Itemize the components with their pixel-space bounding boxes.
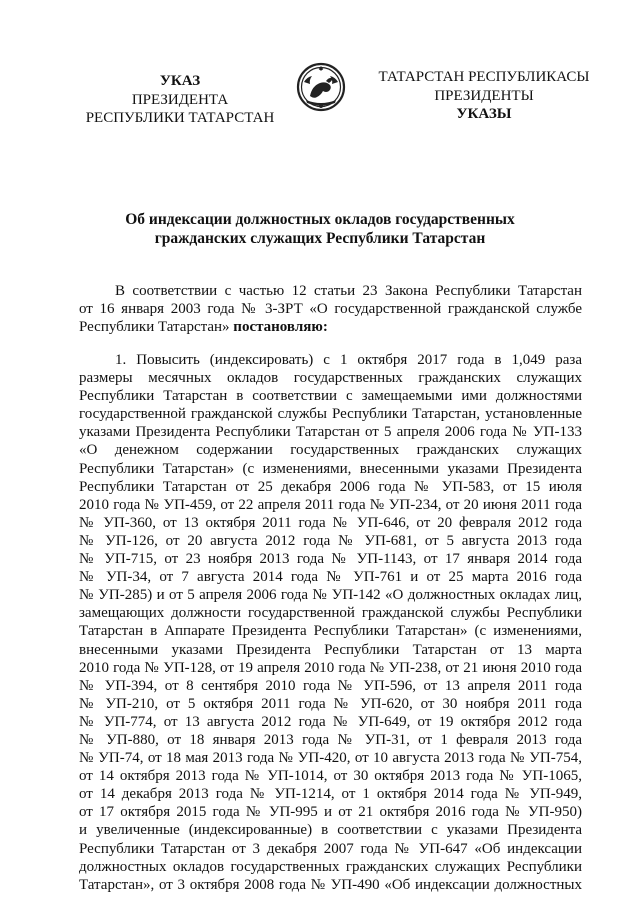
paragraph-line: № УП-774, от 13 августа 2012 года № УП-649, от 19 октября 2012 года: [79, 713, 582, 730]
paragraph-line: от 14 октября 2013 года № УП-1014, от 30 октября 2013 года № УП-1065,: [79, 768, 582, 785]
paragraph-line: № УП-126, от 20 августа 2012 года № УП-681, от 5 августа 2013 года: [79, 532, 582, 549]
paragraph-line: Республики Татарстан» (с изменениями, внесенными указами Президента: [79, 460, 582, 477]
intro-paragraph: [79, 282, 582, 336]
paragraph-line: внесенными указами Президента Республики Татарстан от 13 марта: [79, 641, 582, 658]
paragraph-line: Республики Татарстан от 25 декабря 2006 года № УП-583, от 15 июля: [79, 478, 582, 495]
paragraph-line: № УП-715, от 23 ноября 2013 года № УП-1143, от 17 января 2014 года: [79, 551, 582, 568]
paragraph-line: Татарстан в Аппарате Президента Республики Татарстан» (с изменениями,: [79, 623, 582, 640]
intro-line: от 16 января 2003 года № 3-ЗРТ «О государственной гражданской службе: [79, 301, 582, 318]
paragraph-line: и увеличенные (индексированные) в соответствии с указами Президента: [79, 822, 582, 839]
intro-last-text: Республики Татарстан»: [79, 319, 230, 336]
header-right-tatar: [368, 68, 600, 124]
header-left-line: РЕСПУБЛИКИ ТАТАРСТАН: [85, 110, 275, 126]
paragraph-1: [79, 351, 582, 894]
header-left-line: УКАЗ: [159, 73, 201, 89]
paragraph-line: № УП-210, от 5 октября 2011 года № УП-620, от 30 ноября 2011 года: [79, 695, 582, 712]
header-left-line: ПРЕЗИДЕНТА: [131, 91, 229, 108]
paragraph-line: указами Президента Республики Татарстан от 5 апреля 2006 года № УП-133: [79, 424, 582, 441]
paragraph-line: 2010 года № УП-128, от 19 апреля 2010 года № УП-238, от 21 июня 2010 года: [79, 659, 582, 676]
header-right-line: ТАТАРСТАН РЕСПУБЛИКАСЫ: [378, 69, 590, 85]
paragraph-line: должностных окладов государственных гражданских служащих Республики: [79, 858, 582, 875]
document-title: [60, 210, 580, 248]
paragraph-line: 1. Повысить (индексировать) с 1 октября 2017 года в 1,049 раза: [115, 352, 582, 368]
paragraph-line: Республики Татарстан в соответствии с замещаемыми ими должностями: [79, 388, 582, 405]
paragraph-line: № УП-394, от 8 сентября 2010 года № УП-596, от 13 апреля 2011 года: [79, 677, 582, 694]
paragraph-line: от 17 октября 2015 года № УП-995 и от 21 октября 2016 года № УП-950): [79, 804, 582, 821]
paragraph-line: государственной гражданской службы Республики Татарстан, установленные: [79, 406, 582, 423]
paragraph-line: № УП-74, от 18 мая 2013 года № УП-420, от 10 августа 2013 года № УП-754,: [79, 750, 582, 767]
paragraph-line: Республики Татарстан от 3 декабря 2007 года № УП-647 «Об индексации: [79, 840, 582, 857]
paragraph-line: размеры месячных окладов государственных гражданских служащих: [79, 370, 582, 387]
paragraph-line: № УП-360, от 13 октября 2011 года № УП-646, от 20 февраля 2012 года: [79, 514, 582, 531]
paragraph-line: 2010 года № УП-459, от 22 апреля 2011 года № УП-234, от 20 июня 2011 года: [79, 496, 582, 513]
title-line: Об индексации должностных окладов государственных: [125, 211, 515, 228]
paragraph-line: Татарстан», от 3 октября 2008 года № УП-490 «Об индексации должностных: [79, 876, 582, 893]
paragraph-line: № УП-285) и от 5 апреля 2006 года № УП-142 «О должностных окладах лиц,: [79, 587, 582, 604]
intro-decree-word: постановляю:: [233, 319, 328, 336]
header-right-line: УКАЗЫ: [456, 106, 512, 122]
paragraph-line: от 14 декабря 2013 года № УП-1214, от 1 октября 2014 года № УП-949,: [79, 786, 582, 803]
paragraph-line: замещающих должности государственной гражданской службы Республики: [79, 605, 582, 622]
header-right-line: ПРЕЗИДЕНТЫ: [434, 87, 534, 104]
paragraph-line: № УП-880, от 18 января 2013 года № УП-31, от 1 февраля 2013 года: [79, 731, 582, 748]
paragraph-line: «О денежном содержании государственных гражданских служащих: [79, 442, 582, 459]
intro-line-last: [79, 318, 582, 336]
paragraph-line: № УП-34, от 7 августа 2014 года № УП-761 и от 25 марта 2016 года: [79, 569, 582, 586]
header-left-russian: [64, 72, 296, 128]
title-line: гражданских служащих Республики Татарстан: [154, 230, 486, 247]
tatarstan-coat-of-arms-icon: [296, 60, 346, 114]
intro-line: В соответствии с частью 12 статьи 23 Закона Республики Татарстан: [115, 283, 582, 299]
